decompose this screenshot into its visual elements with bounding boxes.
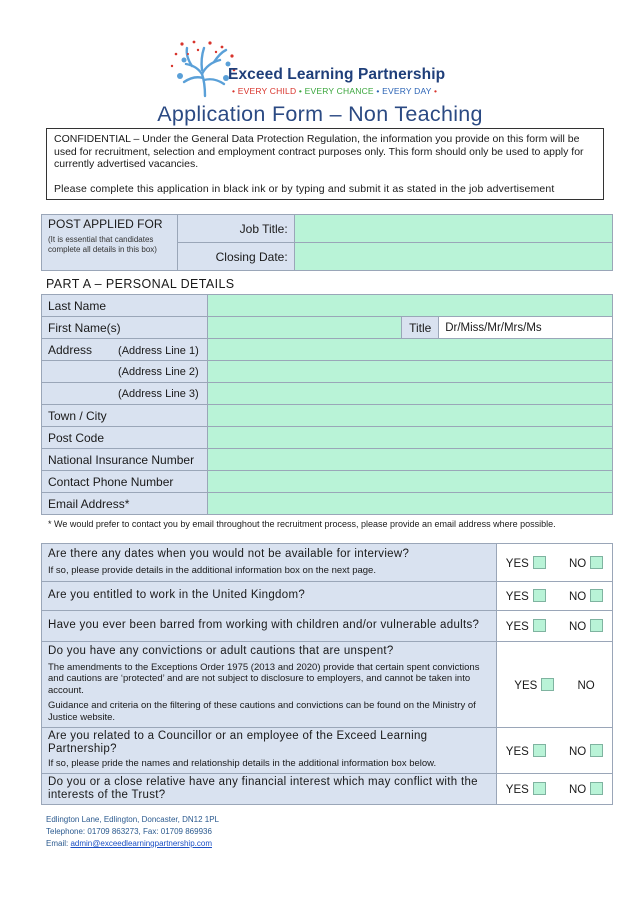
closing-date-label: Closing Date:: [177, 243, 294, 271]
q-related-sub: If so, please pride the names and relationship details in the additional information box below.: [48, 758, 437, 770]
tagline-every-day: • EVERY DAY: [376, 86, 432, 96]
closing-date-field[interactable]: [294, 243, 612, 271]
question-row-interview-dates: [42, 544, 613, 582]
postcode-field[interactable]: [207, 427, 612, 449]
yes-label: YES: [505, 591, 529, 603]
q2-no-checkbox[interactable]: [590, 589, 603, 602]
post-applied-label-cell: [42, 215, 178, 271]
instructions-text: Please complete this application in black ink or by typing and submit it as stated in the job advertisement: [54, 182, 555, 195]
address-label-cell: [42, 339, 208, 361]
footer-email-label: Email:: [46, 839, 71, 848]
q-right-to-work: Are you entitled to work in the United Kingdom?: [42, 582, 497, 611]
q6-no-checkbox[interactable]: [590, 782, 603, 795]
email-footnote: * We would prefer to contact you by email throughout the recruitment process, please provide an email address where possible.: [48, 519, 556, 529]
postcode-label: Post Code: [42, 427, 208, 449]
town-label: Town / City: [42, 405, 208, 427]
post-applied-label: POST APPLIED FOR: [48, 217, 163, 231]
q3-yes-checkbox[interactable]: [533, 619, 546, 632]
q3-no-checkbox[interactable]: [590, 619, 603, 632]
title-options-field[interactable]: Dr/Miss/Mr/Mrs/Ms: [439, 317, 613, 339]
question-row-right-to-work: [42, 582, 613, 611]
first-names-label: First Name(s): [42, 317, 208, 339]
ni-number-label: National Insurance Number: [42, 449, 208, 471]
q4-yes-checkbox[interactable]: [541, 678, 554, 691]
page-title: Application Form – Non Teaching: [157, 102, 483, 126]
q-convictions: Do you have any convictions or adult cautions that are unspent?: [48, 644, 394, 657]
q5-yes-checkbox[interactable]: [533, 744, 546, 757]
first-names-field[interactable]: [207, 317, 401, 339]
ni-number-field[interactable]: [207, 449, 612, 471]
footer-email-link[interactable]: admin@exceedlearningpartnership.com: [70, 839, 212, 848]
q6-yes-checkbox[interactable]: [533, 782, 546, 795]
last-name-field[interactable]: [207, 295, 612, 317]
address-line1-label: (Address Line 1): [118, 344, 199, 357]
confidential-box: [46, 128, 604, 200]
question-row-convictions: [42, 642, 613, 728]
tagline-every-chance: • EVERY CHANCE: [298, 86, 374, 96]
footer-phone: Telephone: 01709 863273, Fax: 01709 869936: [46, 827, 212, 836]
no-label: NO: [569, 557, 587, 570]
question-row-financial: [42, 774, 613, 805]
brand-name: Exceed Learning Partnership: [228, 66, 446, 83]
q-convictions-sub1: The amendments to the Exceptions Order 1975 (2013 and 2020) provide that certain spent convictions and cautions are ‘protected’ and are not subject to disclosure to employers, and cannot be taken into account.: [48, 661, 480, 696]
phone-field[interactable]: [207, 471, 612, 493]
q1-yes-checkbox[interactable]: [533, 556, 546, 569]
footer-email-line: [46, 838, 219, 850]
q-interview-dates-sub: If so, please provide details in the additional information box on the next page.: [48, 564, 376, 576]
email-field[interactable]: [207, 493, 612, 515]
question-row-barred: [42, 611, 613, 642]
q5-no-checkbox[interactable]: [590, 744, 603, 757]
no-label: NO: [577, 679, 595, 692]
phone-label: Contact Phone Number: [42, 471, 208, 493]
address-line2-field[interactable]: [207, 361, 612, 383]
q-related: Are you related to a Councillor or an employee of the Exceed Learning Partnership?: [48, 730, 428, 756]
address-label: Address: [48, 342, 93, 357]
footer-address: Edlington Lane, Edlington, Doncaster, DN12 1PL: [46, 815, 220, 824]
address-line1-field[interactable]: [207, 339, 612, 361]
q1-no-checkbox[interactable]: [590, 556, 603, 569]
tagline-end-bullet: •: [434, 86, 438, 96]
yes-label: YES: [505, 784, 529, 796]
q2-yes-checkbox[interactable]: [533, 589, 546, 602]
q-barred: Have you ever been barred from working with children and/or vulnerable adults?: [42, 611, 497, 642]
yes-label: YES: [514, 679, 538, 692]
address-line3-field[interactable]: [207, 383, 612, 405]
address-line2-label: (Address Line 2): [42, 361, 208, 383]
personal-details-table: [41, 294, 613, 515]
last-name-label: Last Name: [42, 295, 208, 317]
email-label: Email Address*: [42, 493, 208, 515]
tagline-every-child: • EVERY CHILD: [232, 86, 297, 96]
footer-contact: [46, 814, 219, 850]
post-applied-note: (It is essential that candidates complete all details in this box): [48, 235, 157, 254]
no-label: NO: [569, 745, 587, 758]
brand-tagline: [232, 86, 437, 96]
no-label: NO: [569, 784, 587, 796]
questions-table: [41, 543, 613, 805]
job-title-field[interactable]: [294, 215, 612, 243]
confidential-text: CONFIDENTIAL – Under the General Data Protection Regulation, the information you provide on this form will be used for recruitment, selection and employment contract purposes only. This form should only be used to apply for currently advertised vacancies.: [54, 133, 584, 170]
town-field[interactable]: [207, 405, 612, 427]
question-row-related: [42, 728, 613, 774]
q-convictions-sub2: Guidance and criteria on the filtering of these cautions and convictions can be found on the Ministry of Justice website.: [48, 700, 476, 723]
address-line3-label: (Address Line 3): [42, 383, 208, 405]
yes-label: YES: [505, 557, 529, 570]
q-financial-interest: Do you or a close relative have any financial interest which may conflict with the interests of the Trust?: [42, 774, 497, 805]
q-interview-dates: Are there any dates when you would not be available for interview?: [48, 547, 410, 560]
no-label: NO: [569, 591, 587, 603]
no-label: NO: [569, 621, 587, 633]
title-label: Title: [402, 317, 439, 339]
yes-label: YES: [505, 621, 529, 633]
yes-label: YES: [505, 745, 529, 758]
job-title-label: Job Title:: [177, 215, 294, 243]
part-a-heading: PART A – PERSONAL DETAILS: [46, 277, 235, 291]
post-applied-table: [41, 214, 613, 271]
